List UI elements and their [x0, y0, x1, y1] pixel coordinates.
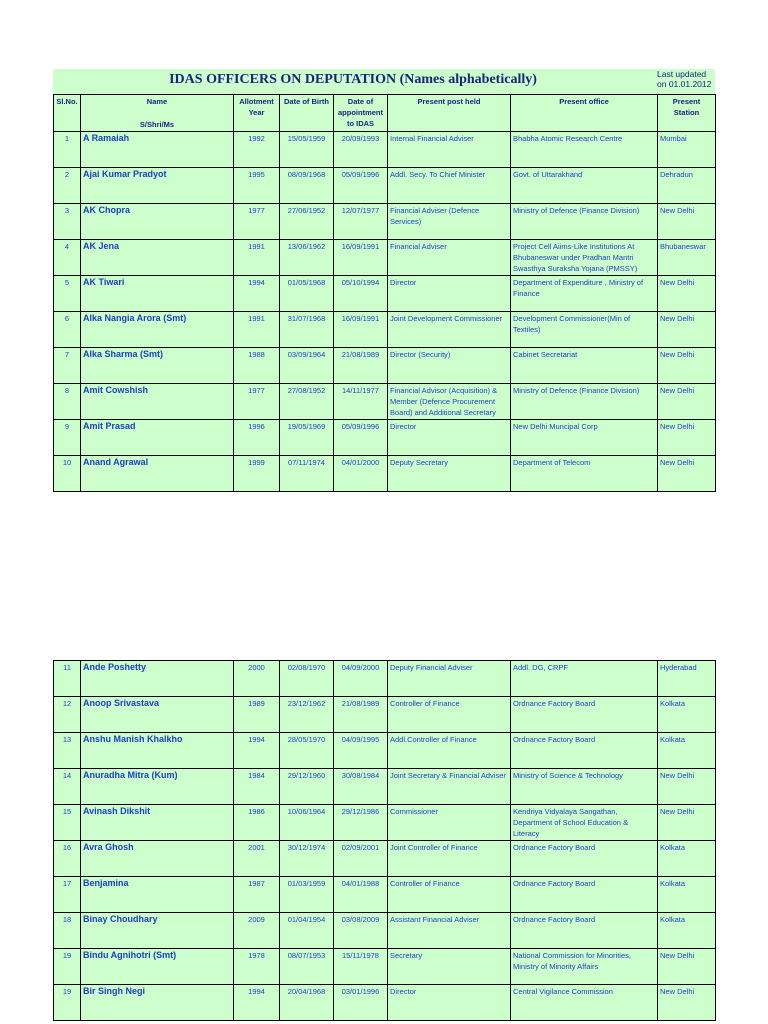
- cell-sl: 4: [54, 240, 81, 276]
- cell-allotment-year: 1994: [234, 733, 280, 769]
- cell-present-station: Dehradun: [658, 168, 716, 204]
- cell-present-office: Ministry of Defence (Finance Division): [511, 384, 658, 420]
- cell-present-office: Ordnance Factory Board: [511, 697, 658, 733]
- last-updated-label: Last updated: [657, 69, 707, 79]
- title-row: [53, 69, 715, 94]
- cell-present-post: Secretary: [388, 949, 511, 985]
- cell-present-office: Kendriya Vidyalaya Sangathan, Department of School Education & Literacy: [511, 805, 658, 841]
- cell-present-station: New Delhi: [658, 312, 716, 348]
- cell-date-of-appointment: 29/12/1986: [334, 805, 388, 841]
- cell-present-station: Mumbai: [658, 132, 716, 168]
- cell-present-station: New Delhi: [658, 769, 716, 805]
- cell-present-post: Financial Adviser (Defence Services): [388, 204, 511, 240]
- table-row: [54, 384, 716, 420]
- cell-present-office: Cabinet Secretariat: [511, 348, 658, 384]
- cell-date-of-appointment: 04/01/1988: [334, 877, 388, 913]
- cell-allotment-year: 1977: [234, 204, 280, 240]
- cell-date-of-appointment: 21/08/1989: [334, 697, 388, 733]
- cell-date-of-appointment: 16/09/1991: [334, 240, 388, 276]
- cell-date-of-birth: 01/03/1959: [280, 877, 334, 913]
- cell-allotment-year: 2000: [234, 661, 280, 697]
- cell-allotment-year: 1992: [234, 132, 280, 168]
- table-row: [54, 985, 716, 1021]
- cell-present-post: Addl. Secy. To Chief Minister: [388, 168, 511, 204]
- last-updated: [657, 69, 715, 89]
- cell-allotment-year: 1991: [234, 240, 280, 276]
- cell-present-post: Director: [388, 420, 511, 456]
- cell-present-station: Kolkata: [658, 877, 716, 913]
- cell-present-office: Project Cell Aiims-Like Institutions At Bhubaneswar under Pradhan Mantri Swasthya Suraksha Yojana (PMSSY): [511, 240, 658, 276]
- table-row: [54, 805, 716, 841]
- cell-present-station: Kolkata: [658, 697, 716, 733]
- col-header-dob: Date of Birth: [280, 95, 334, 132]
- cell-date-of-birth: 31/07/1968: [280, 312, 334, 348]
- cell-date-of-appointment: 05/09/1996: [334, 420, 388, 456]
- cell-present-office: Development Commissioner(Min of Textiles): [511, 312, 658, 348]
- cell-sl: 15: [54, 805, 81, 841]
- cell-sl: 19: [54, 949, 81, 985]
- table-row: [54, 276, 716, 312]
- cell-name: Amit Prasad: [81, 420, 234, 456]
- cell-date-of-birth: 27/08/1952: [280, 384, 334, 420]
- cell-allotment-year: 1978: [234, 949, 280, 985]
- cell-present-office: Govt. of Uttarakhand: [511, 168, 658, 204]
- cell-date-of-birth: 08/07/1953: [280, 949, 334, 985]
- cell-present-office: Ordnance Factory Board: [511, 913, 658, 949]
- cell-name: Alka Sharma (Smt): [81, 348, 234, 384]
- table-row: [54, 240, 716, 276]
- table-row: [54, 456, 716, 492]
- cell-present-station: New Delhi: [658, 949, 716, 985]
- cell-sl: 6: [54, 312, 81, 348]
- table-row: [54, 420, 716, 456]
- cell-present-office: National Commission for Minorities, Ministry of Minority Affairs: [511, 949, 658, 985]
- cell-present-post: Controller of Finance: [388, 697, 511, 733]
- col-header-sl: Sl.No.: [54, 95, 81, 132]
- cell-present-post: Director: [388, 985, 511, 1021]
- cell-present-post: Director: [388, 276, 511, 312]
- cell-allotment-year: 1989: [234, 697, 280, 733]
- cell-present-post: Deputy Secretary: [388, 456, 511, 492]
- cell-present-post: Joint Controller of Finance: [388, 841, 511, 877]
- cell-present-post: Financial Adviser: [388, 240, 511, 276]
- cell-date-of-birth: 07/11/1974: [280, 456, 334, 492]
- table-row: [54, 661, 716, 697]
- cell-name: Avinash Dikshit: [81, 805, 234, 841]
- cell-date-of-birth: 20/04/1968: [280, 985, 334, 1021]
- table-row: [54, 841, 716, 877]
- cell-date-of-appointment: 03/01/1996: [334, 985, 388, 1021]
- cell-present-office: Ministry of Science & Technology: [511, 769, 658, 805]
- cell-sl: 12: [54, 697, 81, 733]
- cell-allotment-year: 1995: [234, 168, 280, 204]
- col-header-doa: Date of appointment to IDAS: [334, 95, 388, 132]
- cell-date-of-appointment: 05/10/1994: [334, 276, 388, 312]
- cell-present-post: Director (Security): [388, 348, 511, 384]
- col-header-post: Present post held: [388, 95, 511, 132]
- cell-sl: 19: [54, 985, 81, 1021]
- officers-table-1: [53, 94, 716, 492]
- cell-date-of-appointment: 05/09/1996: [334, 168, 388, 204]
- cell-name: AK Jena: [81, 240, 234, 276]
- cell-present-post: Joint Secretary & Financial Adviser: [388, 769, 511, 805]
- cell-present-office: Department of Expenditure , Ministry of Finance: [511, 276, 658, 312]
- cell-present-post: Commissioner: [388, 805, 511, 841]
- cell-date-of-appointment: 14/11/1977: [334, 384, 388, 420]
- cell-date-of-birth: 03/09/1964: [280, 348, 334, 384]
- col-header-station: Present Station: [658, 95, 716, 132]
- page-title: IDAS OFFICERS ON DEPUTATION (Names alphabetically): [169, 72, 537, 87]
- cell-sl: 16: [54, 841, 81, 877]
- cell-present-office: Department of Telecom: [511, 456, 658, 492]
- cell-date-of-birth: 01/05/1968: [280, 276, 334, 312]
- cell-name: AK Chopra: [81, 204, 234, 240]
- cell-allotment-year: 2009: [234, 913, 280, 949]
- table-header-row: [54, 95, 716, 132]
- cell-date-of-appointment: 03/08/2009: [334, 913, 388, 949]
- cell-date-of-appointment: 30/08/1984: [334, 769, 388, 805]
- cell-date-of-birth: 23/12/1962: [280, 697, 334, 733]
- cell-present-station: Bhubaneswar: [658, 240, 716, 276]
- cell-present-post: Deputy Financial Adviser: [388, 661, 511, 697]
- cell-name: Ande Poshetty: [81, 661, 234, 697]
- cell-date-of-birth: 02/08/1970: [280, 661, 334, 697]
- cell-present-station: New Delhi: [658, 276, 716, 312]
- col-header-name-sub: S/Shri/Ms: [139, 120, 175, 129]
- cell-name: Ajai Kumar Pradyot: [81, 168, 234, 204]
- cell-date-of-appointment: 02/09/2001: [334, 841, 388, 877]
- cell-date-of-appointment: 04/09/1995: [334, 733, 388, 769]
- cell-present-office: Ordnance Factory Board: [511, 877, 658, 913]
- cell-date-of-birth: 10/06/1964: [280, 805, 334, 841]
- cell-sl: 3: [54, 204, 81, 240]
- cell-name: AK Tiwari: [81, 276, 234, 312]
- table-row: [54, 733, 716, 769]
- cell-present-office: Central Vigilance Commission: [511, 985, 658, 1021]
- cell-sl: 14: [54, 769, 81, 805]
- cell-name: Anand Agrawal: [81, 456, 234, 492]
- cell-present-office: Ordnance Factory Board: [511, 733, 658, 769]
- cell-sl: 10: [54, 456, 81, 492]
- cell-date-of-appointment: 15/11/1978: [334, 949, 388, 985]
- table-row: [54, 877, 716, 913]
- cell-date-of-birth: 27/06/1952: [280, 204, 334, 240]
- cell-present-post: Financial Advisor (Acquisition) & Member (Defence Procurement Board) and Additional Secretary: [388, 384, 511, 420]
- cell-present-office: New Delhi Muncipal Corp: [511, 420, 658, 456]
- table-row: [54, 168, 716, 204]
- cell-present-station: New Delhi: [658, 456, 716, 492]
- cell-present-station: Hyderabad: [658, 661, 716, 697]
- cell-date-of-birth: 15/05/1959: [280, 132, 334, 168]
- table-row: [54, 949, 716, 985]
- cell-present-post: Assistant Financial Adviser: [388, 913, 511, 949]
- table-row: [54, 132, 716, 168]
- cell-present-station: Kolkata: [658, 841, 716, 877]
- cell-name: Anuradha Mitra (Kum): [81, 769, 234, 805]
- cell-allotment-year: 1994: [234, 276, 280, 312]
- cell-date-of-birth: 01/04/1954: [280, 913, 334, 949]
- cell-allotment-year: 1986: [234, 805, 280, 841]
- cell-name: Anshu Manish Khalkho: [81, 733, 234, 769]
- cell-name: Anoop Srivastava: [81, 697, 234, 733]
- cell-allotment-year: 1994: [234, 985, 280, 1021]
- cell-date-of-appointment: 21/08/1989: [334, 348, 388, 384]
- cell-date-of-appointment: 04/01/2000: [334, 456, 388, 492]
- cell-allotment-year: 1996: [234, 420, 280, 456]
- cell-allotment-year: 1988: [234, 348, 280, 384]
- cell-name: Alka Nangia Arora (Smt): [81, 312, 234, 348]
- col-header-name: [81, 95, 234, 132]
- cell-date-of-appointment: 04/09/2000: [334, 661, 388, 697]
- cell-name: Bir Singh Negi: [81, 985, 234, 1021]
- cell-sl: 2: [54, 168, 81, 204]
- cell-allotment-year: 1999: [234, 456, 280, 492]
- cell-date-of-birth: 30/12/1974: [280, 841, 334, 877]
- cell-date-of-birth: 19/05/1969: [280, 420, 334, 456]
- cell-sl: 1: [54, 132, 81, 168]
- table-row: [54, 769, 716, 805]
- officers-table-2: [53, 660, 716, 1021]
- cell-present-station: New Delhi: [658, 348, 716, 384]
- cell-name: Bindu Agnihotri (Smt): [81, 949, 234, 985]
- cell-date-of-appointment: 12/07/1977: [334, 204, 388, 240]
- cell-present-station: Kolkata: [658, 733, 716, 769]
- cell-name: Amit Cowshish: [81, 384, 234, 420]
- cell-allotment-year: 1977: [234, 384, 280, 420]
- cell-sl: 18: [54, 913, 81, 949]
- cell-present-office: Ordnance Factory Board: [511, 841, 658, 877]
- cell-name: Avra Ghosh: [81, 841, 234, 877]
- table-row: [54, 312, 716, 348]
- cell-present-post: Joint Development Commissioner: [388, 312, 511, 348]
- col-header-year: Allotment Year: [234, 95, 280, 132]
- cell-sl: 13: [54, 733, 81, 769]
- cell-sl: 8: [54, 384, 81, 420]
- table-row: [54, 913, 716, 949]
- cell-name: Binay Choudhary: [81, 913, 234, 949]
- cell-allotment-year: 2001: [234, 841, 280, 877]
- cell-sl: 7: [54, 348, 81, 384]
- cell-date-of-birth: 29/12/1960: [280, 769, 334, 805]
- cell-date-of-birth: 13/06/1962: [280, 240, 334, 276]
- cell-sl: 9: [54, 420, 81, 456]
- cell-date-of-appointment: 16/09/1991: [334, 312, 388, 348]
- cell-allotment-year: 1984: [234, 769, 280, 805]
- cell-present-post: Addl.Controller of Finance: [388, 733, 511, 769]
- cell-date-of-appointment: 20/09/1993: [334, 132, 388, 168]
- last-updated-date: on 01.01.2012: [657, 79, 712, 89]
- table-row: [54, 697, 716, 733]
- cell-present-post: Internal Financial Adviser: [388, 132, 511, 168]
- cell-sl: 11: [54, 661, 81, 697]
- cell-present-office: Ministry of Defence (Finance Division): [511, 204, 658, 240]
- cell-present-station: New Delhi: [658, 204, 716, 240]
- cell-date-of-birth: 08/09/1968: [280, 168, 334, 204]
- cell-date-of-birth: 28/05/1970: [280, 733, 334, 769]
- cell-present-station: New Delhi: [658, 985, 716, 1021]
- cell-sl: 5: [54, 276, 81, 312]
- cell-present-office: Addl. DG, CRPF: [511, 661, 658, 697]
- cell-allotment-year: 1991: [234, 312, 280, 348]
- cell-present-post: Controller of Finance: [388, 877, 511, 913]
- cell-name: Benjamina: [81, 877, 234, 913]
- cell-sl: 17: [54, 877, 81, 913]
- cell-name: A Ramaiah: [81, 132, 234, 168]
- table-row: [54, 348, 716, 384]
- table-row: [54, 204, 716, 240]
- cell-present-station: New Delhi: [658, 420, 716, 456]
- cell-present-station: New Delhi: [658, 805, 716, 841]
- cell-allotment-year: 1987: [234, 877, 280, 913]
- cell-present-office: Bhabha Atomic Research Centre: [511, 132, 658, 168]
- cell-present-station: Kolkata: [658, 913, 716, 949]
- col-header-name-label: Name: [146, 97, 168, 106]
- col-header-office: Present office: [511, 95, 658, 132]
- cell-present-station: New Delhi: [658, 384, 716, 420]
